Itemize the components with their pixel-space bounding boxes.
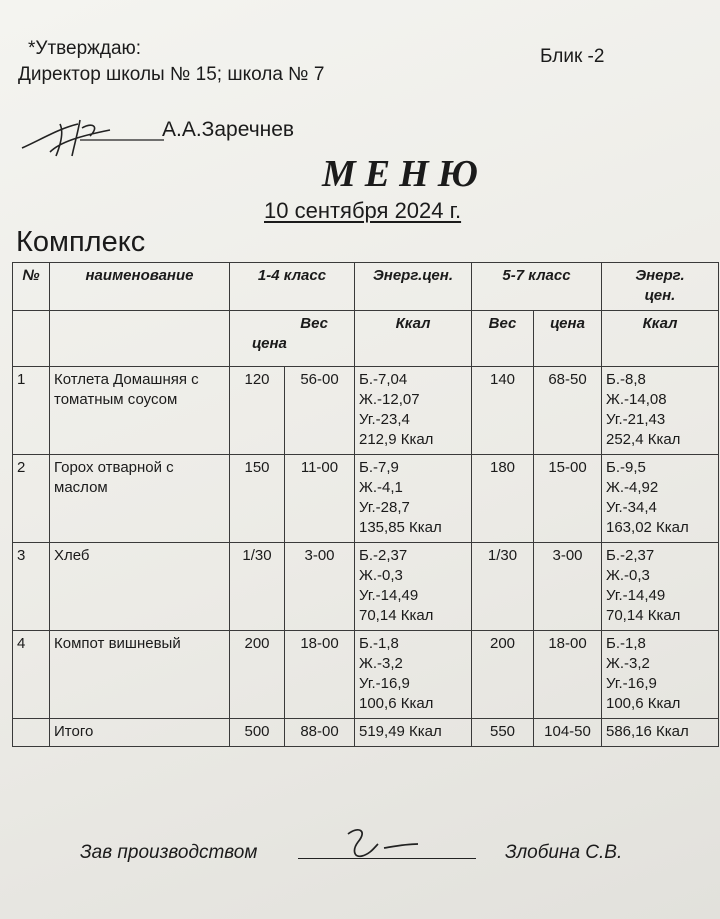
protein: Б.-7,9 (359, 459, 399, 476)
kcal: 163,02 Ккал (606, 519, 689, 536)
fat: Ж.-4,92 (606, 479, 659, 496)
row-ves1: 200 (230, 631, 285, 719)
protein: Б.-2,37 (359, 547, 408, 564)
kcal: 212,9 Ккал (359, 431, 434, 448)
footer-name: Злобина С.В. (505, 842, 623, 863)
carbs: Уг.-34,4 (606, 499, 657, 516)
table-row (13, 543, 719, 631)
director-title: Директор школы № 15; школа № 7 (18, 64, 325, 85)
row-ves2: 1/30 (472, 543, 534, 631)
protein: Б.-1,8 (606, 635, 646, 652)
table-row (13, 367, 719, 455)
ves2-subheader: Вес (472, 311, 534, 367)
empty-cell (50, 311, 230, 367)
row-name: Компот вишневый (50, 631, 230, 719)
protein: Б.-2,37 (606, 547, 655, 564)
row-name: Котлета Домашняя с томатным соусом (50, 367, 230, 455)
carbs: Уг.-21,43 (606, 411, 666, 428)
row-ves1: 1/30 (230, 543, 285, 631)
row-cena2: 3-00 (534, 543, 602, 631)
fat: Ж.-14,08 (606, 391, 667, 408)
cena1-subheader: цена (252, 335, 287, 352)
protein: Б.-9,5 (606, 459, 646, 476)
protein: Б.-1,8 (359, 635, 399, 652)
subheader-row (13, 311, 719, 367)
row-cena1: 3-00 (285, 543, 355, 631)
carbs: Уг.-28,7 (359, 499, 410, 516)
kcal: 70,14 Ккал (359, 607, 434, 624)
empty-cell (13, 719, 50, 747)
carbs: Уг.-16,9 (606, 675, 657, 692)
kcal: 70,14 Ккал (606, 607, 681, 624)
total-kcal1: 519,49 Ккал (355, 719, 472, 747)
page-title: МЕНЮ (322, 153, 487, 195)
total-cena1: 88-00 (285, 719, 355, 747)
carbs: Уг.-16,9 (359, 675, 410, 692)
kcal: 100,6 Ккал (359, 695, 434, 712)
row-nutrition2 (602, 631, 719, 719)
total-row (13, 719, 719, 747)
row-nutrition2 (602, 455, 719, 543)
total-cena2: 104-50 (534, 719, 602, 747)
total-ves1: 500 (230, 719, 285, 747)
total-ves2: 550 (472, 719, 534, 747)
row-nutrition1 (355, 367, 472, 455)
protein: Б.-8,8 (606, 371, 646, 388)
empty-cell (13, 311, 50, 367)
row-nutrition1 (355, 543, 472, 631)
row-name: Хлеб (50, 543, 230, 631)
kcal: 135,85 Ккал (359, 519, 442, 536)
row-ves2: 180 (472, 455, 534, 543)
total-label: Итого (50, 719, 230, 747)
total-kcal2: 586,16 Ккал (602, 719, 719, 747)
row-num: 3 (13, 543, 50, 631)
col-grade1-header: 1-4 класс (230, 263, 355, 311)
fat: Ж.-4,1 (359, 479, 403, 496)
col-grade2-header: 5-7 класс (472, 263, 602, 311)
carbs: Уг.-14,49 (359, 587, 419, 604)
fat: Ж.-12,07 (359, 391, 420, 408)
col-energy2-header (602, 263, 719, 311)
footer-role: Зав производством (80, 842, 258, 863)
row-num: 2 (13, 455, 50, 543)
row-nutrition2 (602, 367, 719, 455)
energy2-line1: Энерг. (635, 267, 685, 284)
row-ves1: 120 (230, 367, 285, 455)
energy2-line2: цен. (644, 287, 676, 304)
col-num-header: № (13, 263, 50, 311)
table-row (13, 455, 719, 543)
row-nutrition2 (602, 543, 719, 631)
cena2-subheader: цена (534, 311, 602, 367)
fat: Ж.-3,2 (606, 655, 650, 672)
section-title: Комплекс (16, 226, 146, 258)
row-num: 4 (13, 631, 50, 719)
row-cena1: 18-00 (285, 631, 355, 719)
menu-date: 10 сентября 2024 г. (264, 198, 462, 223)
menu-table (12, 262, 719, 747)
table-row (13, 631, 719, 719)
col-energy1-header: Энерг.цен. (355, 263, 472, 311)
fat: Ж.-0,3 (359, 567, 403, 584)
col-name-header: наименование (50, 263, 230, 311)
row-name: Горох отварной с маслом (50, 455, 230, 543)
row-cena2: 68-50 (534, 367, 602, 455)
row-nutrition1 (355, 455, 472, 543)
blik-label: Блик -2 (540, 46, 605, 67)
row-cena2: 18-00 (534, 631, 602, 719)
carbs: Уг.-14,49 (606, 587, 666, 604)
row-cena1: 11-00 (285, 455, 355, 543)
row-cena2: 15-00 (534, 455, 602, 543)
ves-cena1-header (230, 311, 355, 367)
kcal2-subheader: Ккал (602, 311, 719, 367)
kcal: 100,6 Ккал (606, 695, 681, 712)
kcal1-subheader: Ккал (355, 311, 472, 367)
row-ves2: 200 (472, 631, 534, 719)
row-nutrition1 (355, 631, 472, 719)
row-ves2: 140 (472, 367, 534, 455)
row-cena1: 56-00 (285, 367, 355, 455)
protein: Б.-7,04 (359, 371, 408, 388)
fat: Ж.-3,2 (359, 655, 403, 672)
manager-signature (340, 822, 430, 862)
header-row (13, 263, 719, 311)
row-ves1: 150 (230, 455, 285, 543)
kcal: 252,4 Ккал (606, 431, 681, 448)
director-name: А.А.Заречнев (162, 118, 295, 141)
ves1-subheader: Вес (300, 315, 328, 332)
carbs: Уг.-23,4 (359, 411, 410, 428)
row-num: 1 (13, 367, 50, 455)
fat: Ж.-0,3 (606, 567, 650, 584)
approve-label: *Утверждаю: (28, 38, 142, 59)
